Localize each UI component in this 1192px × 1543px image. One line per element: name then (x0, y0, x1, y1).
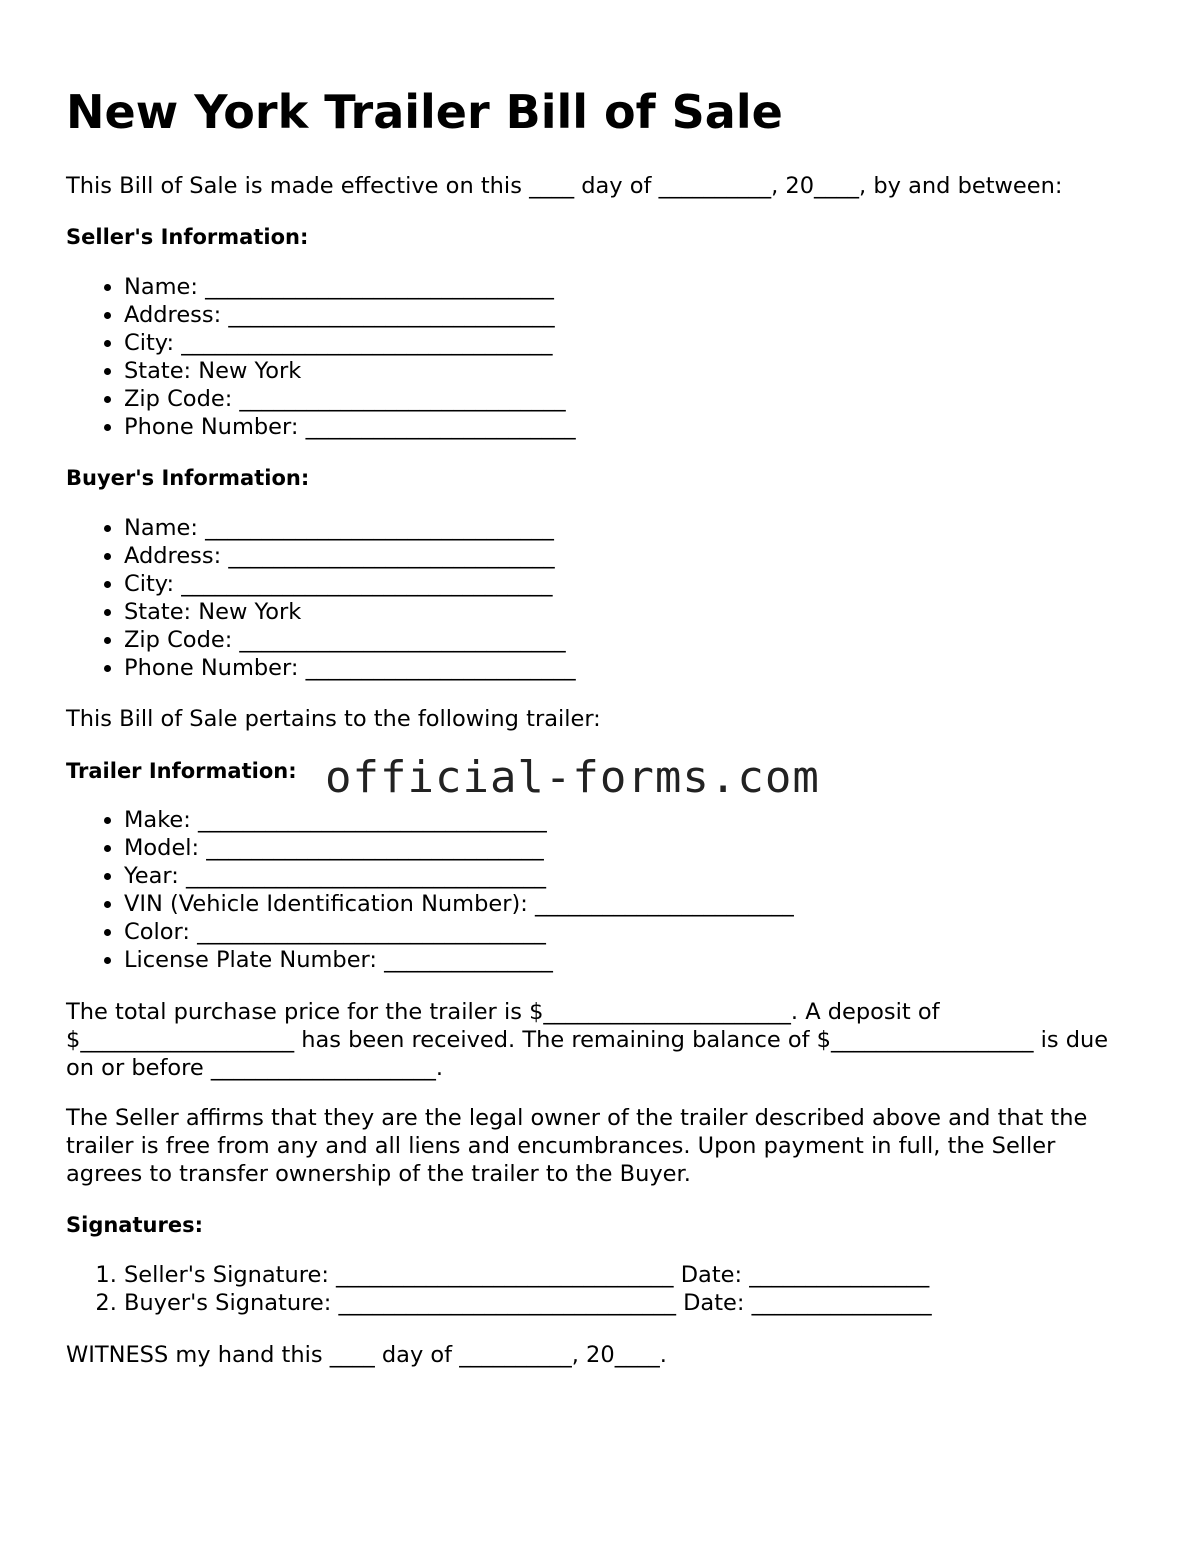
trailer-model-field: • Model: ______________________________ (124, 835, 794, 863)
buyer-state-field: • State: New York (124, 599, 576, 627)
buyer-name-field: • Name: _______________________________ (124, 515, 576, 543)
trailer-heading: Trailer Information: (66, 759, 297, 783)
trailer-plate-field: • License Plate Number: _______________ (124, 947, 794, 975)
seller-name-field: • Name: _______________________________ (124, 274, 576, 302)
signature-list (66, 1262, 932, 1318)
price-paragraph: The total purchase price for the trailer is $______________________. A deposit of $___________________ has been received. The remaining balance of $__________________ is due on or before ____________________. (66, 999, 1109, 1081)
buyer-zip-field: • Zip Code: _____________________________ (124, 627, 576, 655)
seller-city-field: • City: _________________________________ (124, 330, 576, 358)
watermark: official-forms.com (325, 752, 820, 803)
buyer-signature-line: 2. Buyer's Signature: ______________________________ Date: ________________ (124, 1290, 932, 1318)
buyer-address-field: • Address: _____________________________ (124, 543, 576, 571)
seller-phone-field: • Phone Number: ________________________ (124, 414, 576, 442)
intro-text: This Bill of Sale is made effective on this ____ day of __________, 20____, by and between: (66, 173, 1063, 199)
seller-address-field: • Address: _____________________________ (124, 302, 576, 330)
seller-state-field: • State: New York (124, 358, 576, 386)
signatures-heading: Signatures: (66, 1213, 203, 1237)
seller-heading: Seller's Information: (66, 225, 309, 249)
seller-signature-line: 1. Seller's Signature: ______________________________ Date: ________________ (124, 1262, 932, 1290)
affirmation-paragraph: The Seller affirms that they are the legal owner of the trailer described above and that the trailer is free from any and all liens and encumbrances. Upon payment in full, the Seller agrees to transfer ownership of the trailer to the Buyer. (66, 1105, 1088, 1187)
trailer-vin-field: • VIN (Vehicle Identification Number): _______________________ (124, 891, 794, 919)
trailer-color-field: • Color: _______________________________ (124, 919, 794, 947)
witness-text: WITNESS my hand this ____ day of __________, 20____. (66, 1342, 667, 1368)
buyer-city-field: • City: _________________________________ (124, 571, 576, 599)
buyer-field-list (66, 515, 576, 682)
trailer-field-list (66, 807, 794, 974)
seller-zip-field: • Zip Code: _____________________________ (124, 386, 576, 414)
trailer-year-field: • Year: ________________________________ (124, 863, 794, 891)
trailer-make-field: • Make: _______________________________ (124, 807, 794, 835)
trailer-intro-text: This Bill of Sale pertains to the following trailer: (66, 706, 601, 732)
buyer-heading: Buyer's Information: (66, 466, 310, 490)
buyer-phone-field: • Phone Number: ________________________ (124, 655, 576, 683)
document-title: New York Trailer Bill of Sale (66, 85, 783, 139)
seller-field-list (66, 274, 576, 441)
